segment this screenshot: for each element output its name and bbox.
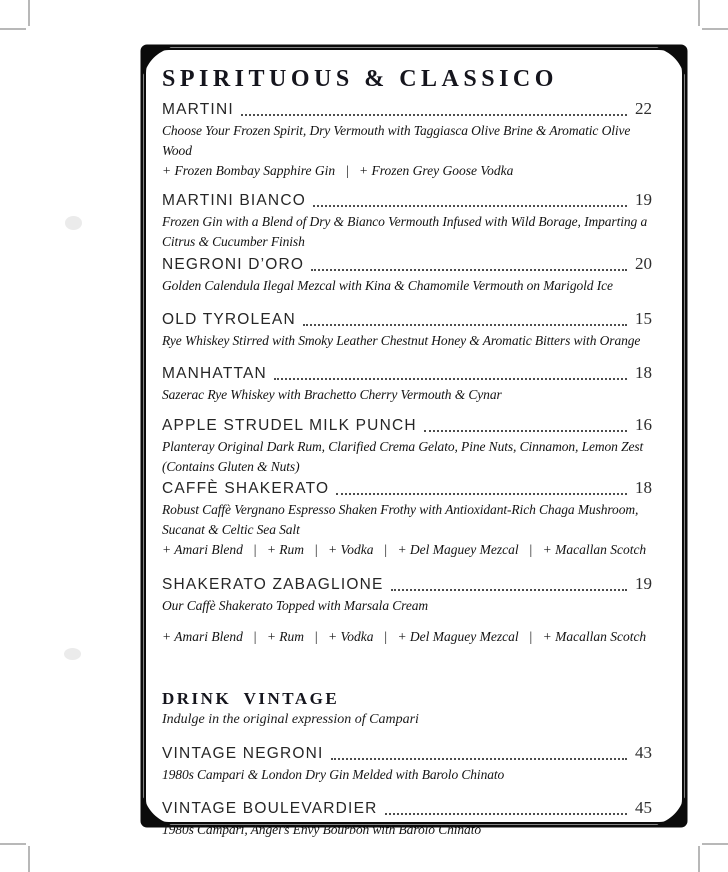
item-description: Planteray Original Dark Rum, Clarified Crema Gelato, Pine Nuts, Cinnamon, Lemon Zest (Contains Gluten & Nuts) — [162, 439, 644, 475]
item-price: 18 — [635, 363, 652, 383]
item-name-row — [162, 478, 652, 499]
item-name-row — [162, 254, 652, 275]
dotted-leader — [391, 589, 627, 591]
page-corner-mark-bottom-right-vertical — [698, 846, 700, 872]
menu-item-caffe-shakerato — [162, 478, 652, 560]
item-description: 1980s Campari, Angel’s Envy Bourbon with Barolo Chinato — [162, 821, 482, 837]
item-name: CAFFÈ SHAKERATO — [162, 480, 330, 498]
item-price: 43 — [635, 742, 652, 762]
menu-item-apple-strudel-milk-punch — [162, 415, 652, 477]
menu-item-negroni-doro — [162, 254, 652, 296]
item-name-row — [162, 743, 652, 764]
page-corner-mark-top-right-vertical — [698, 0, 700, 26]
item-name: VINTAGE NEGRONI — [162, 744, 324, 762]
section-title-spirituous-classico: SPIRITUOUS & CLASSICO — [162, 66, 558, 92]
menu-content — [162, 66, 652, 851]
item-name: OLD TYROLEAN — [162, 311, 296, 329]
item-price: 19 — [635, 574, 652, 594]
item-name: NEGRONI D’ORO — [162, 256, 305, 274]
item-addons: + Amari Blend | + Rum | + Vodka | + Del Maguey Mezcal | + Macallan Scotch — [162, 542, 647, 558]
menu-item-shakerato-zabaglione — [162, 574, 652, 647]
item-description: 1980s Campari & London Dry Gin Melded with Barolo Chinato — [162, 766, 505, 782]
item-description: Robust Caffè Vergnano Espresso Shaken Frothy with Antioxidant-Rich Chaga Mushroom, Sucanat & Celtic Sea Salt — [162, 502, 639, 538]
item-name: MARTINI — [162, 101, 234, 119]
menu-item-martini — [162, 99, 652, 181]
item-name-row — [162, 415, 652, 436]
page-corner-mark-bottom-right-horizontal — [702, 843, 728, 845]
page-corner-mark-bottom-left-horizontal — [0, 843, 26, 845]
item-name: MARTINI BIANCO — [162, 192, 306, 210]
dotted-leader — [424, 430, 627, 432]
dotted-leader — [241, 114, 627, 116]
menu-item-old-tyrolean — [162, 309, 652, 351]
scan-artifact-dot — [64, 648, 81, 660]
item-description: Sazerac Rye Whiskey with Brachetto Cherry Vermouth & Cynar — [162, 387, 502, 403]
page-corner-mark-top-right-horizontal — [702, 28, 728, 30]
page-corner-mark-top-left-horizontal — [0, 28, 26, 30]
item-name-row — [162, 363, 652, 384]
item-description: Rye Whiskey Stirred with Smoky Leather Chestnut Honey & Aromatic Bitters with Orange — [162, 333, 641, 349]
item-name: SHAKERATO ZABAGLIONE — [162, 576, 384, 594]
item-description: Frozen Gin with a Blend of Dry & Bianco Vermouth Infused with Wild Borage, Imparting a Citrus & Cucumber Finish — [162, 214, 648, 250]
dotted-leader — [274, 378, 627, 380]
item-name-row — [162, 99, 652, 120]
item-name-row — [162, 190, 652, 211]
menu-item-vintage-boulevardier — [162, 798, 652, 840]
item-description: Choose Your Frozen Spirit, Dry Vermouth with Taggiasca Olive Brine & Aromatic Olive Wood — [162, 123, 631, 159]
item-price: 20 — [635, 254, 652, 274]
item-addons: + Amari Blend | + Rum | + Vodka | + Del Maguey Mezcal | + Macallan Scotch — [162, 629, 647, 645]
item-description: Our Caffè Shakerato Topped with Marsala Cream — [162, 598, 429, 614]
menu-item-martini-bianco — [162, 190, 652, 252]
item-price: 22 — [635, 99, 652, 119]
dotted-leader — [385, 813, 628, 815]
section-title-drink-vintage: DRINK VINTAGE — [162, 689, 340, 709]
page-corner-mark-bottom-left-vertical — [28, 846, 30, 872]
dotted-leader — [336, 493, 627, 495]
item-name: VINTAGE BOULEVARDIER — [162, 799, 378, 817]
dotted-leader — [311, 269, 627, 271]
item-price: 15 — [635, 309, 652, 329]
item-price: 18 — [635, 478, 652, 498]
item-name: APPLE STRUDEL MILK PUNCH — [162, 417, 417, 435]
item-price: 16 — [635, 415, 652, 435]
page-corner-mark-top-left-vertical — [28, 0, 30, 26]
menu-item-manhattan — [162, 363, 652, 405]
dotted-leader — [313, 205, 627, 207]
menu-item-vintage-negroni — [162, 743, 652, 785]
item-name-row — [162, 798, 652, 819]
dotted-leader — [331, 758, 627, 760]
item-name-row — [162, 574, 652, 595]
item-name: MANHATTAN — [162, 365, 267, 383]
dotted-leader — [303, 324, 627, 326]
section-subtitle: Indulge in the original expression of Campari — [162, 711, 419, 727]
menu-card — [140, 44, 688, 837]
item-price: 45 — [635, 797, 652, 817]
item-price: 19 — [635, 190, 652, 210]
item-description: Golden Calendula Ilegal Mezcal with Kina & Chamomile Vermouth on Marigold Ice — [162, 278, 613, 294]
scan-artifact-dot — [65, 216, 82, 230]
item-name-row — [162, 309, 652, 330]
item-addons: + Frozen Bombay Sapphire Gin | + Frozen Grey Goose Vodka — [162, 163, 514, 179]
